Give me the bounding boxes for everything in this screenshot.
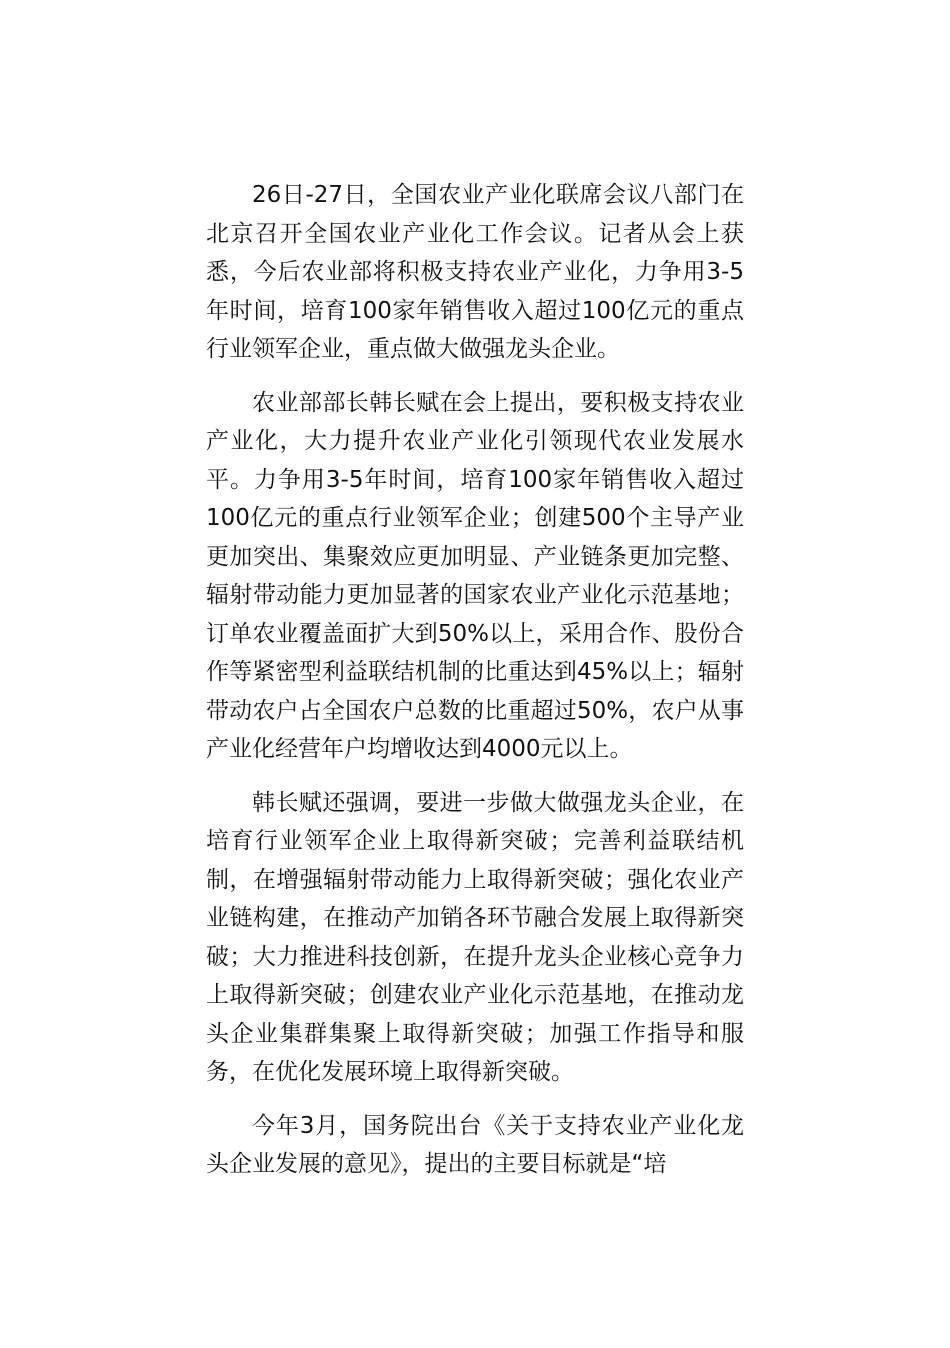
paragraph-1: 26日-27日，全国农业产业化联席会议八部门在北京召开全国农业产业化工作会议。记者从会上获悉，今后农业部将积极支持农业产业化，力争用3-5年时间，培育100家年销售收入超过100亿元的重点行业领军企业，重点做大做强龙头企业。 (206, 182, 744, 362)
paragraph-4: 今年3月，国务院出台《关于支持农业产业化龙头企业发展的意见》，提出的主要目标就是“培 (206, 1112, 744, 1177)
paragraph-2: 农业部部长韩长赋在会上提出，要积极支持农业产业化，大力提升农业产业化引领现代农业发展水平。力争用3-5年时间，培育100家年销售收入超过100亿元的重点行业领军企业；创建500个主导产业更加突出、集聚效应更加明显、产业链条更加完整、辐射带动能力更加显著的国家农业产业化示范基地；订单农业覆盖面扩大到50%以上，采用合作、股份合作等紧密型利益联结机制的比重达到45%以上；辐射带动农户占全国农户总数的比重超过50%，农户从事产业化经营年户均增收达到4000元以上。 (206, 389, 744, 762)
article-body (206, 176, 744, 1199)
paragraph-3: 韩长赋还强调，要进一步做大做强龙头企业，在培育行业领军企业上取得新突破；完善利益联结机制，在增强辐射带动能力上取得新突破；强化农业产业链构建，在推动产加销各环节融合发展上取得新突破；大力推进科技创新，在提升龙头企业核心竞争力上取得新突破；创建农业产业化示范基地，在推动龙头企业集群集聚上取得新突破；加强工作指导和服务，在优化发展环境上取得新突破。 (206, 789, 744, 1085)
